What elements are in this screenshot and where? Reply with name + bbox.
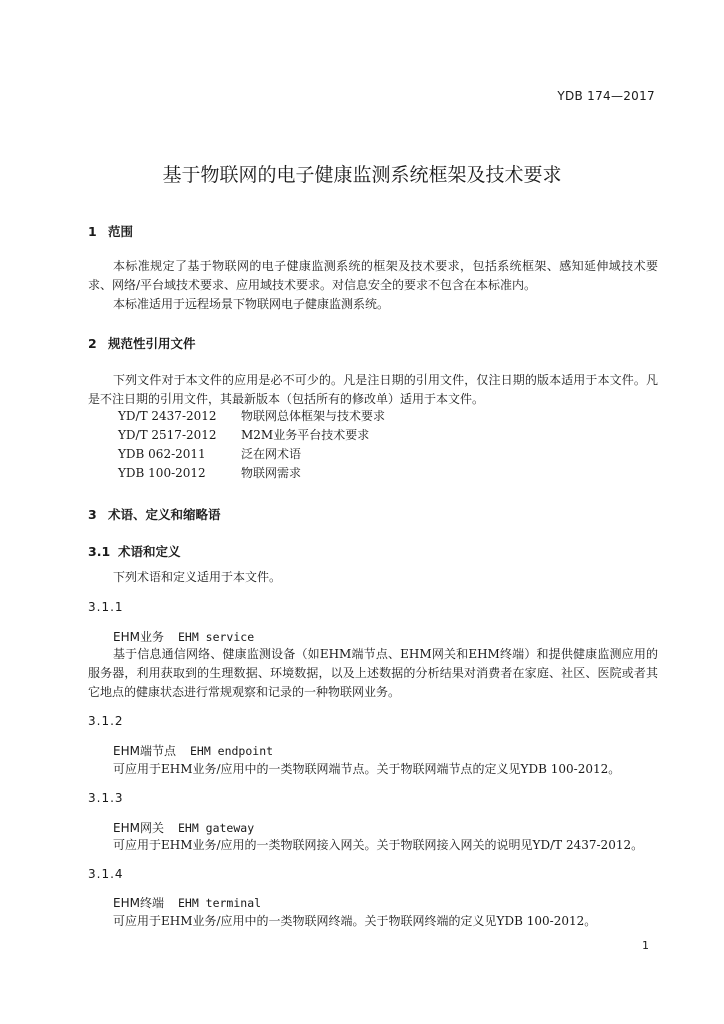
reference-name: M2M业务平台技术要求: [241, 428, 370, 442]
term-zh: EHM终端: [113, 896, 164, 910]
reference-list: [118, 407, 385, 483]
section-number: 3: [88, 507, 97, 522]
document-title: 基于物联网的电子健康监测系统框架及技术要求: [162, 164, 562, 186]
reference-code: YD/T 2517-2012: [118, 428, 217, 442]
subsection-3-1-heading: [88, 542, 181, 560]
term-heading: [113, 742, 273, 759]
section-title: 规范性引用文件: [108, 336, 196, 351]
section-number: 2: [88, 336, 97, 351]
term-zh: EHM端节点: [113, 744, 176, 758]
page-number: 1: [642, 939, 649, 952]
section-2-heading: [88, 334, 196, 352]
term-heading: [113, 894, 261, 911]
term-en: EHM terminal: [177, 896, 262, 910]
reference-item: [118, 445, 385, 464]
clause-number: 3.1.4: [88, 867, 124, 881]
reference-item: [118, 464, 385, 483]
section-title: 术语、定义和缩略语: [108, 507, 221, 522]
reference-name: 泛在网术语: [241, 447, 302, 461]
clause-number: 3.1.3: [88, 791, 124, 805]
term-heading: [113, 628, 254, 645]
paragraph: 下列文件对于本文件的应用是必不可少的。凡是注日期的引用文件，仅注日期的版本适用于本文件。凡是不注日期的引用文件，其最新版本（包括所有的修改单）适用于本文件。: [88, 373, 658, 406]
section-number: 1: [88, 224, 97, 239]
paragraph: 可应用于EHM业务/应用中的一类物联网终端。关于物联网终端的定义见YDB 100-2012。: [113, 914, 597, 928]
paragraph: 可应用于EHM业务/应用的一类物联网接入网关。关于物联网接入网关的说明见YD/T 2437-2012。: [113, 838, 644, 852]
reference-name: 物联网总体框架与技术要求: [241, 409, 386, 423]
term-en: EHM service: [177, 630, 255, 644]
subsection-title: 术语和定义: [118, 544, 181, 559]
reference-code: YDB 100-2012: [118, 466, 206, 480]
term-en: EHM gateway: [177, 821, 255, 835]
subsection-number: 3.1: [88, 544, 111, 559]
paragraph: 下列术语和定义适用于本文件。: [113, 570, 282, 584]
clause-number: 3.1.1: [88, 600, 124, 614]
reference-item: [118, 426, 385, 445]
paragraph: 本标准规定了基于物联网的电子健康监测系统的框架及技术要求，包括系统框架、感知延伸域技术要求、网络/平台域技术要求、应用域技术要求。对信息安全的要求不包含在本标准内。: [88, 259, 658, 292]
section-title: 范围: [108, 224, 134, 239]
section-1-heading: [88, 222, 133, 240]
paragraph: 可应用于EHM业务/应用中的一类物联网端节点。关于物联网端节点的定义见YDB 100-2012。: [113, 762, 621, 776]
subsection-3-1-intro: [88, 568, 658, 587]
clause-number: 3.1.2: [88, 714, 124, 728]
term-definition: [88, 836, 658, 855]
reference-code: YDB 062-2011: [118, 447, 206, 461]
paragraph: 本标准适用于远程场景下物联网电子健康监测系统。: [113, 297, 390, 311]
term-definition: [88, 912, 658, 931]
section-3-heading: [88, 505, 221, 523]
section-1-body: [88, 257, 658, 314]
term-definition: [88, 760, 658, 779]
reference-code: YD/T 2437-2012: [118, 409, 217, 423]
term-definition: [88, 645, 658, 702]
paragraph: 基于信息通信网络、健康监测设备（如EHM端节点、EHM网关和EHM终端）和提供健康监测应用的服务器，利用获取到的生理数据、环境数据，以及上述数据的分析结果对消费者在家庭、社区、医院或者其它地点的健康状态进行常规观察和记录的一种物联网业务。: [88, 647, 658, 699]
term-zh: EHM业务: [113, 630, 164, 644]
term-zh: EHM网关: [113, 821, 164, 835]
term-heading: [113, 819, 254, 836]
reference-name: 物联网需求: [241, 466, 302, 480]
section-2-body: [88, 371, 658, 409]
document-id: YDB 174—2017: [557, 89, 655, 103]
term-en: EHM endpoint: [189, 744, 274, 758]
reference-item: [118, 407, 385, 426]
